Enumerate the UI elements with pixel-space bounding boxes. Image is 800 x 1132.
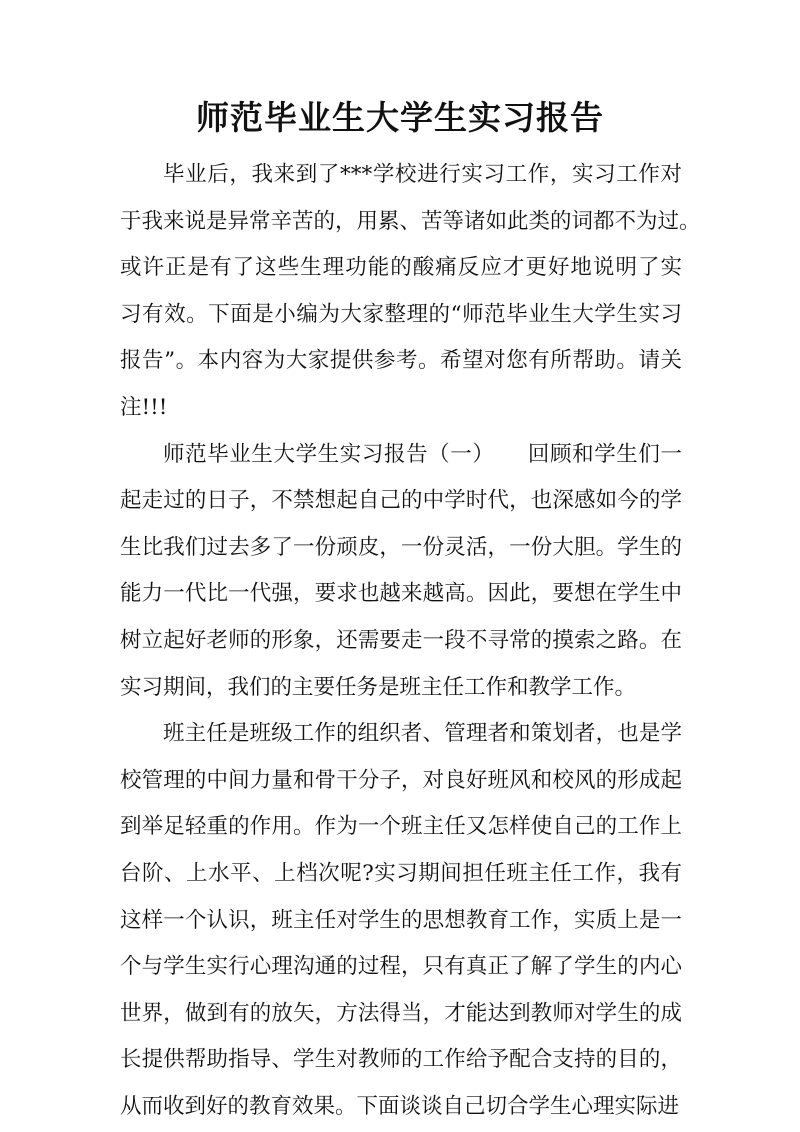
paragraph-line: 习有效。下面是小编为大家整理的“师范毕业生大学生实习 xyxy=(120,301,682,327)
paragraph-line: 生比我们过去多了一份顽皮，一份灵活，一份大胆。学生的 xyxy=(120,534,682,560)
paragraph-line: 从而收到好的教育效果。下面谈谈自己切合学生心理实际进 xyxy=(120,1093,680,1119)
paragraph-line: 这样一个认识，班主任对学生的思想教育工作，实质上是一 xyxy=(120,907,682,933)
paragraph-line: 到举足轻重的作用。作为一个班主任又怎样使自己的工作上 xyxy=(120,814,682,840)
paragraph-line: 或许正是有了这些生理功能的酸痛反应才更好地说明了实 xyxy=(120,255,682,281)
paragraph-line: 树立起好老师的形象，还需要走一段不寻常的摸索之路。在 xyxy=(120,627,682,653)
paragraph-class-teacher xyxy=(120,711,682,1130)
paragraph-line: 毕业后，我来到了***学校进行实习工作，实习工作对 xyxy=(163,162,682,187)
paragraph-line: 注!!! xyxy=(120,394,168,420)
paragraph-report-one xyxy=(120,432,682,712)
paragraph-intro xyxy=(120,152,701,432)
paragraph-line: 长提供帮助指导、学生对教师的工作给予配合支持的目的， xyxy=(120,1047,682,1073)
paragraph-line: 能力一代比一代强，要求也越来越高。因此，要想在学生中 xyxy=(120,581,682,607)
paragraph-line: 校管理的中间力量和骨干分子，对良好班风和校风的形成起 xyxy=(120,767,682,793)
document-title: 师范毕业生大学生实习报告 xyxy=(196,98,604,137)
paragraph-line: 起走过的日子，不禁想起自己的中学时代，也深感如今的学 xyxy=(120,488,682,514)
paragraph-line: 个与学生实行心理沟通的过程，只有真正了解了学生的内心 xyxy=(120,954,682,980)
paragraph-line: 世界，做到有的放矢，方法得当，才能达到教师对学生的成 xyxy=(120,1000,682,1026)
paragraph-line: 报告”。本内容为大家提供参考。希望对您有所帮助。请关 xyxy=(120,348,682,374)
document-body xyxy=(120,152,701,1130)
paragraph-line: 班主任是班级工作的组织者、管理者和策划者，也是学 xyxy=(163,721,682,747)
paragraph-line: 师范毕业生大学生实习报告（一） 回顾和学生们一 xyxy=(163,441,682,467)
paragraph-line: 于我来说是异常辛苦的，用累、苦等诸如此类的词都不为过。 xyxy=(120,208,701,234)
paragraph-line: 实习期间，我们的主要任务是班主任工作和教学工作。 xyxy=(120,674,637,700)
paragraph-line: 台阶、上水平、上档次呢?实习期间担任班主任工作，我有 xyxy=(120,860,682,886)
